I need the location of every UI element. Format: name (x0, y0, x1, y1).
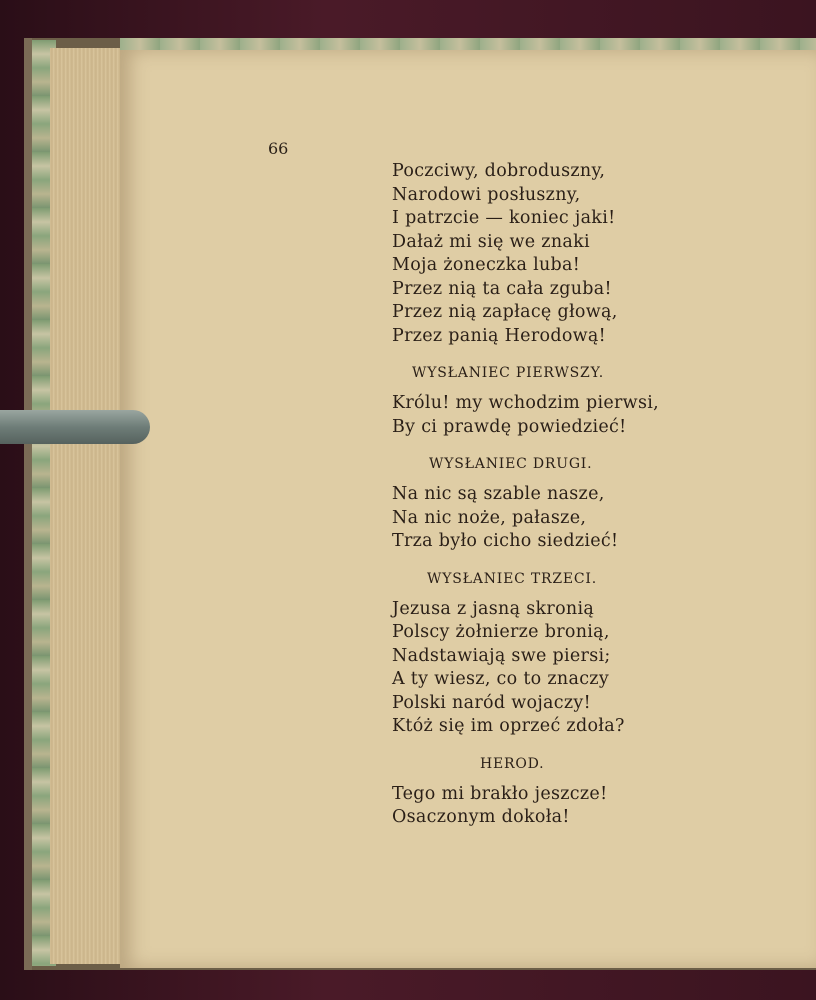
cover-cloth-edge (24, 38, 32, 970)
stanza (392, 362, 752, 439)
verse-line: Nadstawiają swe piersi; (392, 645, 611, 666)
verse-line: Tego mi brakło jeszcze! (392, 783, 608, 804)
speaker-gap (392, 590, 752, 598)
verse-line: Poczciwy, dobroduszny, (392, 161, 606, 181)
verse-line: I patrzcie — koniec jaki! (392, 208, 616, 228)
stanza-gap (392, 348, 752, 362)
poem-text (392, 160, 752, 830)
speaker-name: WYSŁANIEC PIERWSZY. (412, 365, 605, 381)
speaker-gap (392, 775, 752, 783)
verse-line: Dałaż mi się we znaki (392, 231, 590, 252)
verse-line: Narodowi posłuszny, (392, 184, 581, 205)
verse-line: Któż się im oprzeć zdoła? (392, 716, 625, 736)
verse-line: Jezusa z jasną skronią (392, 598, 595, 619)
speaker-name: WYSŁANIEC TRZECI. (427, 570, 597, 587)
speaker-name: HEROD. (480, 755, 545, 772)
speaker-gap (392, 475, 752, 483)
stanza (392, 160, 752, 348)
stanza-gap (392, 739, 752, 753)
verse-line: Polski naród wojaczy! (392, 692, 591, 713)
speaker-gap (392, 384, 752, 392)
verse-line: Trza było cicho siedzieć! (392, 531, 619, 551)
verse-line: Przez nią zapłacę głową, (392, 302, 618, 322)
stanza-gap (392, 439, 752, 453)
verse-line: Przez nią ta cała zguba! (392, 278, 612, 299)
verse-line: Polscy żołnierze bronią, (392, 622, 610, 642)
verse-line: By ci prawdę powiedzieć! (392, 416, 627, 437)
stanza (392, 568, 752, 739)
verse-line: Osaczonym dokoła! (392, 807, 570, 827)
verse-line: Przez panią Herodową! (392, 325, 607, 346)
page-number: 66 (268, 139, 289, 158)
verse-line: Na nic noże, pałasze, (392, 507, 587, 528)
page-top-edge (120, 38, 816, 50)
stanza-gap (392, 554, 752, 568)
verse-line: A ty wiesz, co to znaczy (392, 669, 610, 689)
stanza (392, 753, 752, 830)
bookmark-ribbon (0, 410, 150, 444)
stanza (392, 453, 752, 554)
speaker-name: WYSŁANIEC DRUGI. (429, 456, 593, 472)
verse-line: Królu! my wchodzim pierwsi, (392, 393, 659, 413)
verse-line: Na nic są szable nasze, (392, 484, 605, 504)
verse-line: Moja żoneczka luba! (392, 255, 581, 275)
